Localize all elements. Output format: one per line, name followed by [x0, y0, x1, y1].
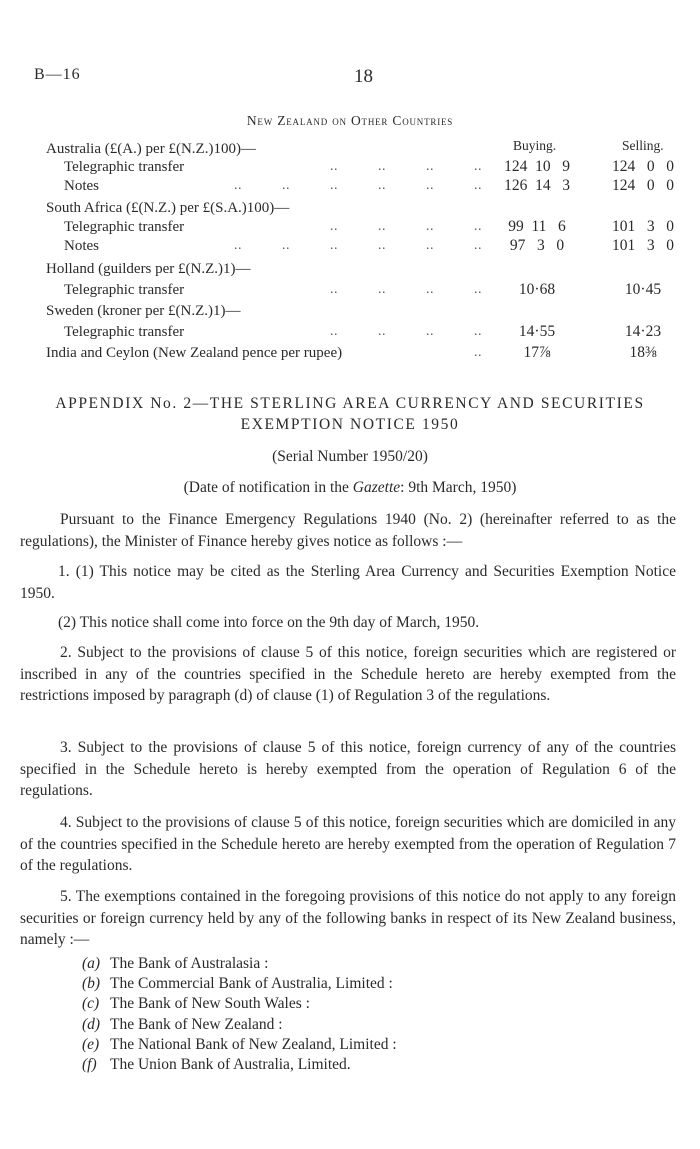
selling-rate: 101 3 0 — [612, 237, 674, 254]
leader-dots: .. .. .. .. .. .. — [234, 238, 482, 253]
document-reference: B—16 — [34, 66, 81, 83]
rate-row-label: India and Ceylon (New Zealand pence per rupee) — [46, 345, 343, 361]
selling-rate: 124 0 0 — [612, 158, 674, 175]
list-marker: (f) — [82, 1056, 97, 1073]
list-marker: (b) — [82, 975, 101, 992]
serial-number: (Serial Number 1950/20) — [272, 448, 428, 465]
rate-row-label: Notes — [64, 238, 99, 254]
leader-dots: .. .. .. .. — [330, 324, 482, 339]
notification-date-suffix: : 9th March, 1950) — [400, 479, 517, 496]
appendix-title — [0, 393, 700, 435]
paragraph-3: 3. Subject to the provisions of clause 5 of this notice, foreign currency of any of the countries specified in the Schedule hereto is hereby exempted from the operation of Regulation 6 of the regulations. — [20, 739, 676, 799]
rate-row-label: Holland (guilders per £(N.Z.)1)— — [46, 261, 251, 277]
bank-list-item — [82, 975, 393, 993]
buying-rate: 97 3 0 — [509, 237, 565, 254]
selling-rate: 18⅜ — [629, 344, 657, 361]
paragraph-4: 4. Subject to the provisions of clause 5 of this notice, foreign securities which are domiciled in any of the countries specified in the Schedule hereto are hereby exempted from the operation of Regulation 7 of the regulations. — [20, 814, 676, 874]
table-title: New Zealand on Other Countries — [246, 113, 454, 128]
notification-date — [0, 479, 700, 497]
gazette-name: Gazette — [352, 479, 401, 496]
leader-dots: .. — [474, 345, 482, 360]
bank-name: The Bank of New Zealand : — [110, 1016, 283, 1033]
buying-rate: 124 10 9 — [504, 158, 570, 175]
list-marker: (d) — [82, 1016, 101, 1033]
rate-row-label: Australia (£(A.) per £(N.Z.)100)— — [46, 141, 256, 157]
rate-row-label: Telegraphic transfer — [64, 282, 185, 298]
paragraph-preamble: Pursuant to the Finance Emergency Regulations 1940 (No. 2) (hereinafter referred to as the regulations), the Minister of Finance hereby gives notice as follows :— — [20, 511, 676, 550]
bank-name: The Commercial Bank of Australia, Limited : — [110, 975, 393, 992]
rate-row-label: Telegraphic transfer — [64, 324, 185, 340]
appendix-title-line-2: EXEMPTION NOTICE 1950 — [240, 416, 460, 433]
rate-row-label: Telegraphic transfer — [64, 219, 185, 235]
list-marker: (c) — [82, 995, 100, 1012]
buying-rate: 17⅞ — [523, 344, 551, 361]
list-marker: (e) — [82, 1036, 100, 1053]
bank-list-item — [82, 1056, 351, 1074]
selling-rate: 101 3 0 — [612, 218, 674, 235]
list-marker: (a) — [82, 955, 101, 972]
bank-name: The Bank of Australasia : — [110, 955, 269, 972]
rate-row-label: South Africa (£(N.Z.) per £(S.A.)100)— — [46, 200, 290, 216]
bank-name: The Union Bank of Australia, Limited. — [110, 1056, 351, 1073]
bank-list-item — [82, 1016, 283, 1034]
buying-rate: 14·55 — [518, 323, 556, 340]
bank-list-item — [82, 1036, 397, 1054]
selling-rate: 14·23 — [624, 323, 662, 340]
leader-dots: .. .. .. .. — [330, 159, 482, 174]
paragraph-1-1: 1. (1) This notice may be cited as the Sterling Area Currency and Securities Exemption Notice 1950. — [20, 563, 676, 602]
bank-list-item — [82, 995, 310, 1013]
rate-row-label: Telegraphic transfer — [64, 159, 185, 175]
bank-name: The Bank of New South Wales : — [110, 995, 310, 1012]
buying-rate: 10·68 — [518, 281, 556, 298]
page-number: 18 — [354, 66, 373, 87]
buying-rate: 126 14 3 — [504, 177, 570, 194]
bank-name: The National Bank of New Zealand, Limited : — [110, 1036, 397, 1053]
paragraph-5: 5. The exemptions contained in the foregoing provisions of this notice do not apply to any foreign securities or foreign currency held by any of the following banks in respect of its New Zealand business, namely :— — [20, 888, 676, 948]
notification-date-prefix: (Date of notification in the — [183, 479, 353, 496]
leader-dots: .. .. .. .. — [330, 219, 482, 234]
leader-dots: .. .. .. .. .. .. — [234, 178, 482, 193]
selling-rate: 124 0 0 — [612, 177, 674, 194]
appendix-title-line-1: APPENDIX No. 2—THE STERLING AREA CURRENCY AND SECURITIES — [55, 395, 645, 412]
paragraph-2: 2. Subject to the provisions of clause 5 of this notice, foreign securities which are registered or inscribed in any of the countries specified in the Schedule hereto are hereby exempted from the restrictions imposed by paragraph (d) of clause (1) of Regulation 3 of the regulations. — [20, 644, 676, 704]
column-header-buying: Buying. — [513, 138, 557, 153]
column-header-selling: Selling. — [622, 138, 664, 153]
selling-rate: 10·45 — [624, 281, 662, 298]
bank-list-item — [82, 955, 268, 973]
rate-row-label: Notes — [64, 178, 99, 194]
buying-rate: 99 11 6 — [508, 218, 566, 235]
rate-row-label: Sweden (kroner per £(N.Z.)1)— — [46, 303, 241, 319]
paragraph-1-2: (2) This notice shall come into force on the 9th day of March, 1950. — [58, 614, 480, 631]
leader-dots: .. .. .. .. — [330, 282, 482, 297]
